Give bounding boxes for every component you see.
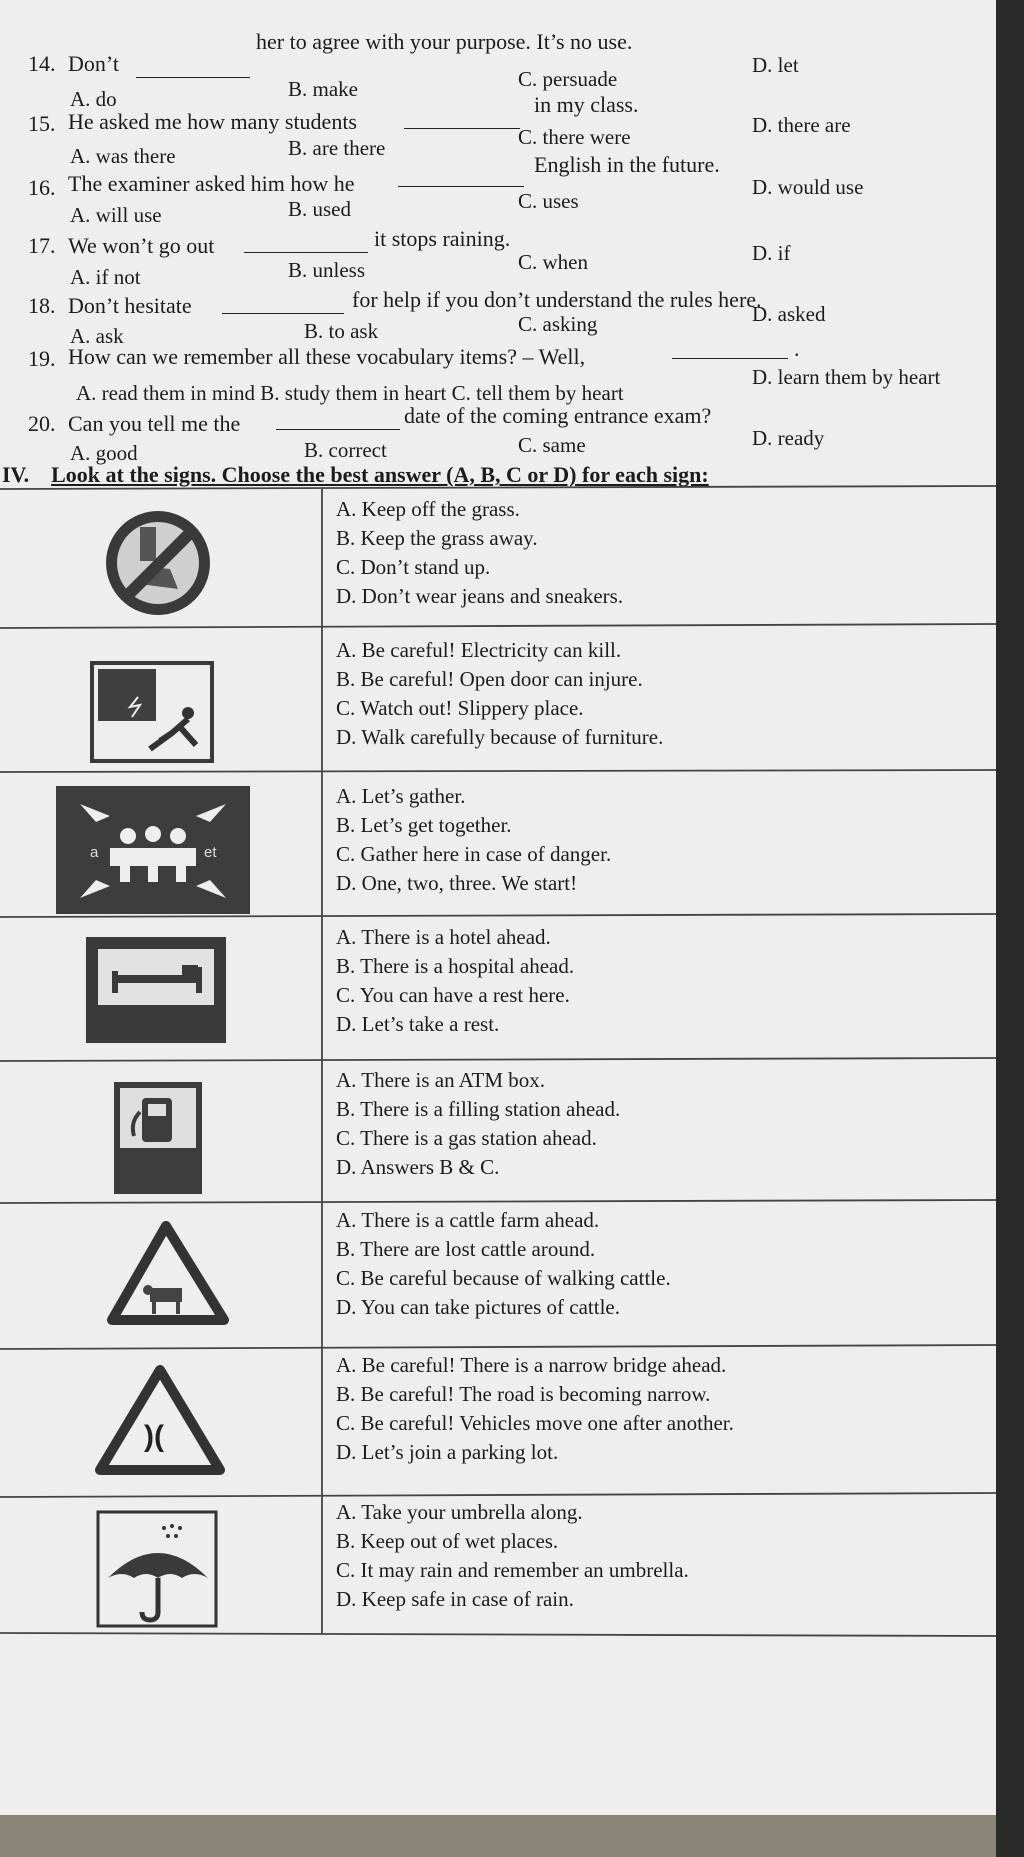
sign-option-d: D. One, two, three. We start! [336,871,578,895]
answer-blank [136,77,250,78]
option-a: A. was there [70,144,176,168]
option-d: D. ready [752,426,825,450]
sign-option-a: A. There is a cattle farm ahead. [336,1208,600,1232]
sign-option-d: D. Walk carefully because of furniture. [336,725,664,749]
question-stem: it stops raining. [374,226,511,251]
option-b: B. used [288,197,351,221]
narrow-bridge-sign [0,1362,322,1488]
question-stem: English in the future. [534,152,720,177]
fuel-pump-sign-icon [0,1078,322,1196]
option-a: A. if not [70,265,141,289]
option-d: D. there are [752,113,851,137]
question-stem: How can we remember all these vocabulary items? – Well, [68,344,586,369]
option-a: A. will use [70,203,162,227]
sign-option-a: A. Let’s gather. [336,784,466,808]
question-number: 19. [28,346,56,371]
sign-option-c: C. Watch out! Slippery place. [336,696,584,720]
sign-text: )( [144,1420,164,1453]
sign-option-b: B. There is a hospital ahead. [336,954,575,978]
option-d: D. if [752,241,791,265]
question-number: 16. [28,175,56,200]
question-number: 17. [28,233,56,258]
option-a: A. good [70,441,138,465]
option-b: B. make [288,77,358,101]
sign-option-b: B. Keep the grass away. [336,526,538,550]
question-stem: . [794,336,800,361]
answer-blank [672,358,788,359]
option-a: A. ask [70,324,124,348]
question-stem: Don’t hesitate [68,293,192,318]
sign-option-d: D. You can take pictures of cattle. [336,1295,621,1319]
sign-option-d: D. Answers B & C. [336,1155,500,1179]
cattle-warning-sign-icon [0,1220,322,1340]
question-stem: The examiner asked him how he [68,171,355,196]
section-title: Look at the signs. Choose the best answer (A, B, C or D) for each sign: [51,462,709,487]
option-d: D. asked [752,302,826,326]
sign-option-b: B. There is a filling station ahead. [336,1097,621,1121]
question-stem: her to agree with your purpose. It’s no use. [256,29,633,54]
sign-option-b: B. Be careful! The road is becoming narrow. [336,1382,711,1406]
option-b: B. to ask [304,319,379,343]
sign-option-c: C. It may rain and remember an umbrella. [336,1558,689,1582]
sign-option-c: C. There is a gas station ahead. [336,1126,597,1150]
question-stem: Don’t [68,51,119,76]
question-number: 14. [28,51,56,76]
question-number: 20. [28,411,56,436]
answer-blank [404,128,520,129]
question-stem: We won’t go out [68,233,215,258]
sign-option-b: B. Let’s get together. [336,813,512,837]
option-a: A. do [70,87,117,111]
sign-option-a: A. Take your umbrella along. [336,1500,583,1524]
no-standing-sign-icon [0,505,322,623]
assembly-point-sign-icon [0,784,322,916]
question-number: 15. [28,111,56,136]
sign-option-c: C. You can have a rest here. [336,983,570,1007]
sign-option-c: C. Gather here in case of danger. [336,842,612,866]
sign-option-c: C. Be careful because of walking cattle. [336,1266,671,1290]
question-stem: Can you tell me the [68,411,241,436]
sign-option-d: D. Keep safe in case of rain. [336,1587,574,1611]
page-edge [996,0,1024,1857]
sign-option-c: C. Don’t stand up. [336,555,491,579]
electric-shock-sign-icon [0,655,322,765]
assembly-point-sign [0,784,322,916]
option-c: C. there were [518,125,631,149]
option-d: D. learn them by heart [752,365,941,389]
sign-option-c: C. Be careful! Vehicles move one after another. [336,1411,734,1435]
bed-sign-icon [0,935,322,1047]
option-c: C. asking [518,312,598,336]
section-number: IV. [2,462,30,487]
sign-option-b: B. Be careful! Open door can injure. [336,667,643,691]
question-number: 18. [28,293,56,318]
sign-option-d: D. Let’s join a parking lot. [336,1440,559,1464]
sign-option-b: B. There are lost cattle around. [336,1237,596,1261]
sign-option-b: B. Keep out of wet places. [336,1529,559,1553]
question-stem: for help if you don’t understand the rules here. [352,287,762,312]
option-d: D. let [752,53,799,77]
sign-option-a: A. There is an ATM box. [336,1068,546,1092]
option-c: C. uses [518,189,579,213]
option-b: B. unless [288,258,366,282]
answer-blank [244,252,368,253]
sign-option-a: A. There is a hotel ahead. [336,925,551,949]
answer-blank [276,429,400,430]
sign-option-d: D. Don’t wear jeans and sneakers. [336,584,624,608]
section-heading [2,462,709,488]
option-b: B. are there [288,136,386,160]
sign-option-a: A. Be careful! There is a narrow bridge ahead. [336,1353,727,1377]
umbrella-sign-icon [0,1508,322,1628]
option-c: C. same [518,433,586,457]
sign-option-a: A. Be careful! Electricity can kill. [336,638,622,662]
sign-option-a: A. Keep off the grass. [336,497,520,521]
answer-blank [222,313,344,314]
option-b: B. correct [304,438,387,462]
answer-blank [398,186,524,187]
option-c: C. when [518,250,588,274]
option-c: C. persuade [518,67,618,91]
sign-option-d: D. Let’s take a rest. [336,1012,500,1036]
question-stem: date of the coming entrance exam? [404,403,712,428]
option-d: D. would use [752,175,864,199]
question-stem: in my class. [534,92,639,117]
question-stem: He asked me how many students [68,109,357,134]
sign-text-right: et [204,844,217,861]
option-abc: A. read them in mind B. study them in heart C. tell them by heart [76,381,624,405]
background-surface [0,1815,996,1857]
sign-text-left: a [90,844,99,861]
